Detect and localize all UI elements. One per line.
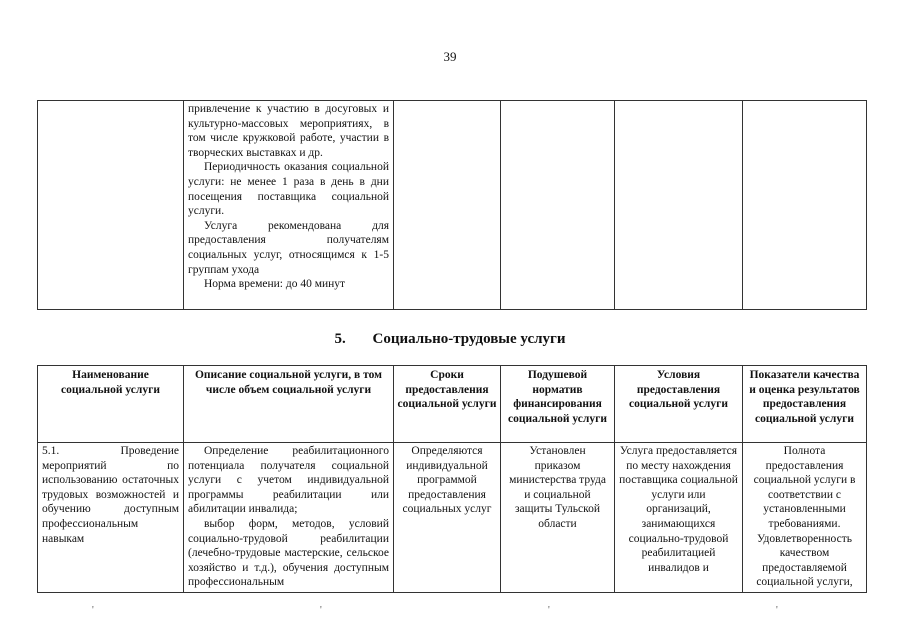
description-paragraph: выбор форм, методов, условий социально-трудовой реабилитации (лечебно-трудовые мастерские, сельское хозяйство и т.д.), обучения доступным профессиональным xyxy=(188,517,389,589)
column-header: Подушевой норматив финансирования социальной услуги xyxy=(501,366,615,443)
scan-mark: ' xyxy=(320,605,322,616)
section-number: 5. xyxy=(334,331,346,347)
column-header: Описание социальной услуги, в том числе объем социальной услуги xyxy=(184,366,394,443)
quality-paragraph: Удовлетворенность качеством предоставляемой социальной услуги, xyxy=(756,532,853,589)
description-cell xyxy=(184,101,394,310)
column-header: Условия предоставления социальной услуги xyxy=(615,366,743,443)
name-cell xyxy=(38,101,184,310)
quality-paragraph: Полнота предоставления социальной услуги в соответствии с установленными требованиями. xyxy=(753,445,856,530)
service-name-cell: 5.1. Проведение мероприятий по использованию остаточных трудовых возможностей и обучению доступным профессиональным навыкам xyxy=(38,443,184,593)
scan-mark: ' xyxy=(776,605,778,616)
column-header: Наименование социальной услуги xyxy=(38,366,184,443)
quality-cell xyxy=(743,101,867,310)
table-row xyxy=(38,443,867,593)
column-header: Сроки предоставления социальной услуги xyxy=(394,366,501,443)
continuation-table xyxy=(37,100,867,310)
description-paragraph: Норма времени: до 40 минут xyxy=(204,278,346,291)
scan-mark: ' xyxy=(548,605,550,616)
service-conditions-cell: Услуга предоставляется по месту нахождения поставщика социальной услуги или организаций, занимающихся социально-трудовой реабилитацией инвалидов и xyxy=(615,443,743,593)
service-quality-cell xyxy=(743,443,867,593)
section-title: Социально-трудовые услуги xyxy=(372,331,566,347)
scan-mark: ' xyxy=(92,605,94,616)
table-header-row xyxy=(38,366,867,443)
table-row xyxy=(38,101,867,310)
terms-cell xyxy=(394,101,501,310)
page-number: 39 xyxy=(443,49,457,64)
description-paragraph: Услуга рекомендована для предоставления получателям социальных услуг, относящимся к 1-5 группам ухода xyxy=(188,219,389,276)
financing-cell xyxy=(501,101,615,310)
conditions-cell xyxy=(615,101,743,310)
description-paragraph: Определение реабилитационного потенциала получателя социальной услуги с учетом индивидуальной программы реабилитации или абилитации инвалида; xyxy=(188,445,389,516)
service-description-cell xyxy=(184,443,394,593)
column-header: Показатели качества и оценка результатов предоставления социальной услуги xyxy=(743,366,867,443)
services-table xyxy=(37,365,867,593)
description-paragraph: привлечение к участию в досуговых и культурно-массовых мероприятиях, в том числе кружковой работе, участии в творческих выставках и др. xyxy=(188,103,389,159)
service-financing-cell: Установлен приказом министерства труда и социальной защиты Тульской области xyxy=(501,443,615,593)
section-heading xyxy=(0,331,900,348)
service-terms-cell: Определяются индивидуальной программой предоставления социальных услуг xyxy=(394,443,501,593)
description-paragraph: Периодичность оказания социальной услуги: не менее 1 раза в день в дни посещения поставщика социальной услуги. xyxy=(188,161,389,218)
